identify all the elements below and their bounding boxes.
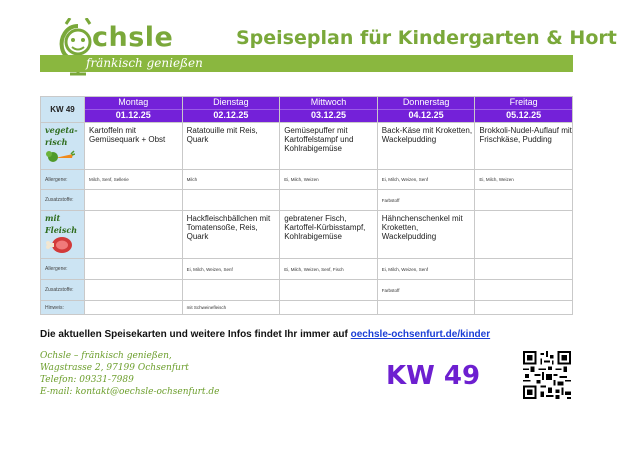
notes-cell [85, 301, 183, 315]
allergen-cell: Ei, Milch, Weizen, Senf [377, 259, 475, 280]
category-meat [41, 211, 85, 259]
allergen-row [41, 259, 573, 280]
logo-tagline: fränkisch genießen [86, 56, 203, 70]
additives-cell [182, 190, 280, 211]
dish-cell: Gemüsepuffer mit Kartoffelstampf und Kohlrabigemüse [280, 123, 378, 170]
day-header [377, 97, 475, 123]
additives-cell: Farbstoff [377, 280, 475, 301]
qr-code-icon[interactable] [523, 351, 571, 399]
category-label-line1: mit [45, 213, 61, 223]
notes-cell: mit Schweinefleisch [182, 301, 280, 315]
additives-cell [280, 280, 378, 301]
dish-cell: Kartoffeln mit Gemüsequark + Obst [85, 123, 183, 170]
day-header [182, 97, 280, 123]
menu-table [40, 96, 573, 315]
day-date: 02.12.25 [213, 110, 249, 120]
allergen-cell: Ei, Milch, Weizen, Senf [377, 170, 475, 190]
meat-row [41, 211, 573, 259]
ham-icon [45, 236, 75, 254]
day-name: Freitag [475, 97, 572, 110]
day-header [85, 97, 183, 123]
info-notice [40, 329, 490, 340]
week-cell: KW 49 [41, 97, 85, 123]
notes-row [41, 301, 573, 315]
dish-cell: Hähnchenschenkel mit Kroketten, Wackelpudding [377, 211, 475, 259]
day-name: Dienstag [183, 97, 280, 110]
day-date: 03.12.25 [310, 110, 346, 120]
contact-block [40, 350, 220, 398]
category-vegetarian [41, 123, 85, 170]
notes-label: Hinweis: [41, 301, 85, 315]
allergen-row [41, 170, 573, 190]
dish-cell [85, 211, 183, 259]
additives-cell [475, 190, 573, 211]
additives-row [41, 280, 573, 301]
contact-line: E-mail: kontakt@oechsle-ochsenfurt.de [40, 387, 220, 397]
allergen-cell [85, 259, 183, 280]
additives-label: Zusatzstoffe: [41, 280, 85, 301]
notes-cell [377, 301, 475, 315]
contact-line: Telefon: 09331-7989 [40, 375, 134, 385]
page-title: Speiseplan für Kindergarten & Hort [236, 27, 617, 49]
dish-cell: Back-Käse mit Kroketten, Wackelpudding [377, 123, 475, 170]
week-number-large: KW 49 [386, 361, 481, 391]
dish-cell: Brokkoli-Nudel-Auflauf mit Frischkäse, Pudding [475, 123, 573, 170]
allergen-cell [475, 259, 573, 280]
additives-cell [280, 190, 378, 211]
allergen-cell: Ei, Milch, Weizen, Senf [182, 259, 280, 280]
website-link[interactable]: oechsle-ochsenfurt.de/kinder [350, 329, 491, 340]
additives-cell [85, 190, 183, 211]
vegetarian-row [41, 123, 573, 170]
notes-cell [475, 301, 573, 315]
day-date: 01.12.25 [115, 110, 151, 120]
allergen-label: Allergene: [41, 170, 85, 190]
additives-cell: Farbstoff [377, 190, 475, 211]
allergen-cell: Ei, Milch, Weizen, Senf, Fisch [280, 259, 378, 280]
category-label-line2: risch [45, 137, 68, 147]
additives-row [41, 190, 573, 211]
logo-text: chsle [92, 22, 174, 53]
day-date: 04.12.25 [408, 110, 444, 120]
day-name: Montag [85, 97, 182, 110]
day-date: 05.12.25 [506, 110, 542, 120]
allergen-cell: Milch [182, 170, 280, 190]
additives-cell [85, 280, 183, 301]
vegetables-icon [45, 148, 75, 164]
info-notice-text: Die aktuellen Speisekarten und weitere Infos findet Ihr immer auf [40, 329, 348, 340]
dish-cell [475, 211, 573, 259]
dish-cell: gebratener Fisch, Kartoffel-Kürbisstampf, Kohlrabigemüse [280, 211, 378, 259]
day-header [475, 97, 573, 123]
additives-cell [475, 280, 573, 301]
day-name: Donnerstag [378, 97, 475, 110]
dish-cell: Hackfleischbällchen mit Tomatensoße, Reis, Quark [182, 211, 280, 259]
allergen-cell: Milch, Senf, Sellerie [85, 170, 183, 190]
category-label-line1: vegeta- [45, 125, 78, 135]
contact-line: Ochsle – fränkisch genießen, [40, 351, 172, 361]
additives-label: Zusatzstoffe: [41, 190, 85, 211]
allergen-label: Allergene: [41, 259, 85, 280]
allergen-cell: Ei, Milch, Weizen [280, 170, 378, 190]
notes-cell [280, 301, 378, 315]
additives-cell [182, 280, 280, 301]
day-name: Mittwoch [280, 97, 377, 110]
dish-cell: Ratatouille mit Reis, Quark [182, 123, 280, 170]
header-row [41, 97, 573, 123]
contact-line: Wagstrasse 2, 97199 Ochsenfurt [40, 363, 189, 373]
category-label-line2: Fleisch [45, 225, 78, 235]
allergen-cell: Ei, Milch, Weizen [475, 170, 573, 190]
day-header [280, 97, 378, 123]
